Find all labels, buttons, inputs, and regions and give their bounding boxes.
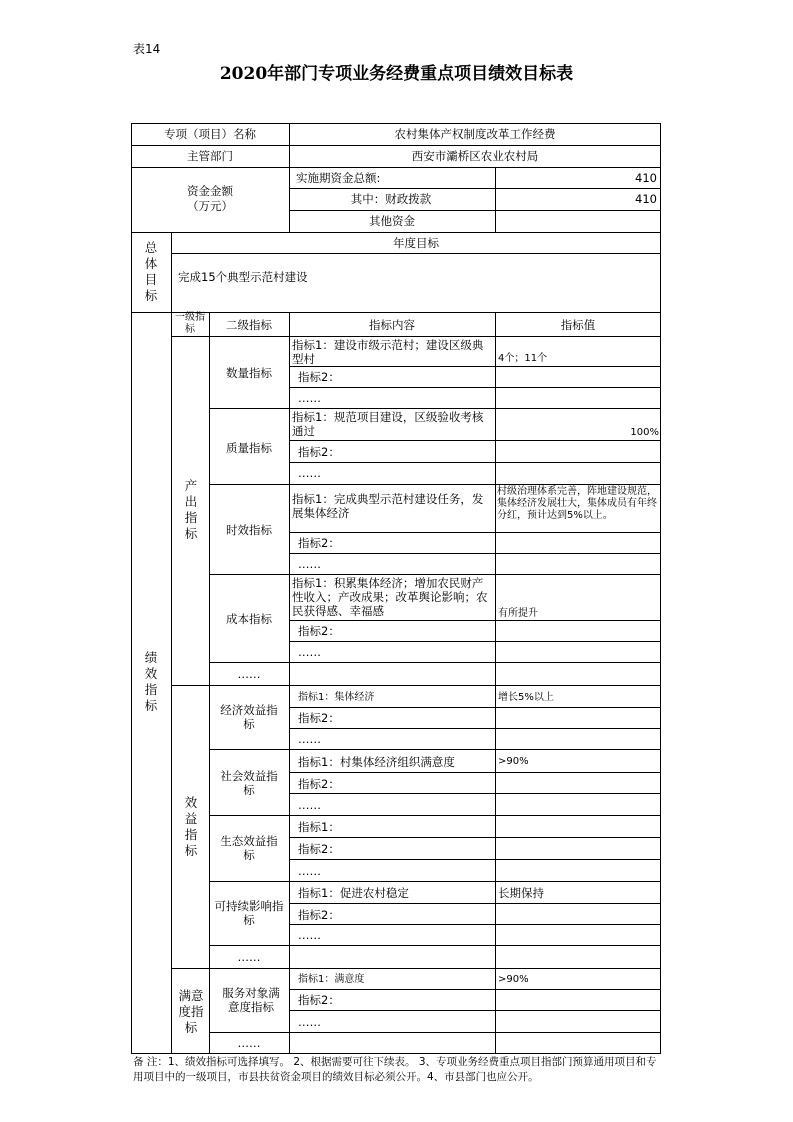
social-ind2: 指标2： (298, 777, 340, 791)
quantity-ellipsis: …… (298, 391, 321, 405)
timeliness-indicator-label: 时效指标 (226, 523, 272, 537)
dept-value: 西安市灞桥区农业农村局 (411, 149, 539, 163)
dept-label: 主管部门 (187, 149, 233, 163)
col-lvl2-header: 二级指标 (226, 318, 272, 332)
satisfaction-indicators-label: 满意度指标 (178, 988, 204, 1035)
service-ind1: 指标1：满意度 (298, 974, 365, 985)
ecological-ind2: 指标2： (298, 842, 340, 856)
ecological-ind1: 指标1： (298, 820, 340, 834)
service-ellipsis: …… (298, 1015, 321, 1029)
funds-total-value: 410 (635, 171, 657, 185)
service-ind2: 指标2： (298, 993, 340, 1007)
social-ind1-value: >90% (498, 756, 529, 767)
annual-goal-label: 年度目标 (393, 236, 439, 250)
timeliness-ind1: 指标1：完成典型示范村建设任务，发展集体经济 (292, 492, 484, 520)
footnote: 备 注：1、绩效指标可选择填写。 2、根据需要可往下续表。 3、专项业务经费重点项目指部门预算通用项目和专用项目中的一级项目，市县扶贫资金项目的绩效目标必须公开。4、市县部门也应公开。 (133, 1056, 657, 1083)
sustainable-ind2: 指标2： (298, 908, 340, 922)
quantity-ind1-value: 4个；11个 (498, 353, 548, 364)
benefit-ellipsis: …… (237, 950, 261, 964)
quality-indicator-label: 质量指标 (226, 441, 272, 455)
economic-ind2: 指标2： (298, 711, 340, 725)
service-satisfaction-label: 服务对象满意度指标 (222, 986, 280, 1014)
quantity-ind2: 指标2： (298, 370, 340, 384)
output-indicators-label: 产出指标 (184, 478, 198, 541)
page-title: 2020年部门专项业务经费重点项目绩效目标表 (219, 64, 574, 84)
cost-indicator-label: 成本指标 (226, 612, 272, 626)
col-value-header: 指标值 (560, 318, 596, 332)
quality-ind2: 指标2： (298, 445, 340, 459)
overall-goal-label: 总体目标 (144, 240, 158, 303)
project-name-value: 农村集体产权制度改革工作经费 (394, 127, 556, 141)
social-ellipsis: …… (298, 798, 321, 812)
col-lvl1-header: 一级指标 (175, 312, 205, 335)
output-ellipsis: …… (237, 667, 261, 681)
sustainable-ind1-value: 长期保持 (498, 886, 544, 900)
perf-section-label: 绩效指标 (144, 650, 158, 713)
funds-other-label: 其他资金 (369, 214, 415, 228)
ecological-indicator-label: 生态效益指标 (220, 834, 278, 862)
timeliness-ind1-value: 村级治理体系完善，阵地建设规范，集体经济发展壮大，集体成员有年终分红，预计达到5%以上。 (497, 486, 657, 521)
satisfaction-ellipsis: …… (237, 1036, 261, 1050)
timeliness-ellipsis: …… (298, 557, 321, 571)
funds-fiscal-label: 其中：财政拨款 (350, 192, 432, 206)
table-number: 表14 (133, 42, 161, 56)
annual-goal-value: 完成15个典型示范村建设 (178, 270, 308, 284)
economic-ellipsis: …… (298, 732, 321, 746)
service-ind1-value: >90% (498, 974, 529, 985)
ecological-ellipsis: …… (298, 864, 321, 878)
funds-total-label: 实施期资金总额: (296, 171, 381, 185)
economic-ind1-value: 增长5%以上 (498, 692, 554, 703)
sustainable-ellipsis: …… (298, 928, 321, 942)
project-name-label: 专项（项目）名称 (164, 127, 256, 141)
quantity-indicator-label: 数量指标 (226, 366, 272, 380)
col-content-header: 指标内容 (369, 318, 415, 332)
timeliness-ind2: 指标2： (298, 536, 340, 550)
economic-indicator-label: 经济效益指标 (220, 703, 278, 731)
economic-ind1: 指标1：集体经济 (298, 692, 375, 703)
social-ind1: 指标1：村集体经济组织满意度 (298, 755, 455, 769)
cost-ind1-value: 有所提升 (498, 608, 538, 619)
quantity-ind1: 指标1：建设市级示范村；建设区级典型村 (292, 338, 484, 366)
cost-ind1: 指标1：积累集体经济；增加农民财产性收入；产改成果；改革舆论影响；农民获得感、幸福感 (292, 576, 488, 618)
quality-ind1: 指标1：规范项目建设，区级验收考核通过 (292, 410, 484, 438)
funds-fiscal-value: 410 (635, 192, 657, 206)
funds-label: 资金金额 (187, 184, 233, 198)
social-indicator-label: 社会效益指标 (220, 769, 278, 797)
benefit-indicators-label: 效益指标 (184, 795, 198, 858)
sustainable-ind1: 指标1：促进农村稳定 (298, 886, 409, 900)
cost-ind2: 指标2： (298, 624, 340, 638)
sustainable-indicator-label: 可持续影响指标 (214, 899, 284, 927)
cost-ellipsis: …… (298, 645, 321, 659)
quality-ind1-value: 100% (630, 427, 659, 438)
quality-ellipsis: …… (298, 466, 321, 480)
funds-unit: （万元） (187, 199, 233, 213)
